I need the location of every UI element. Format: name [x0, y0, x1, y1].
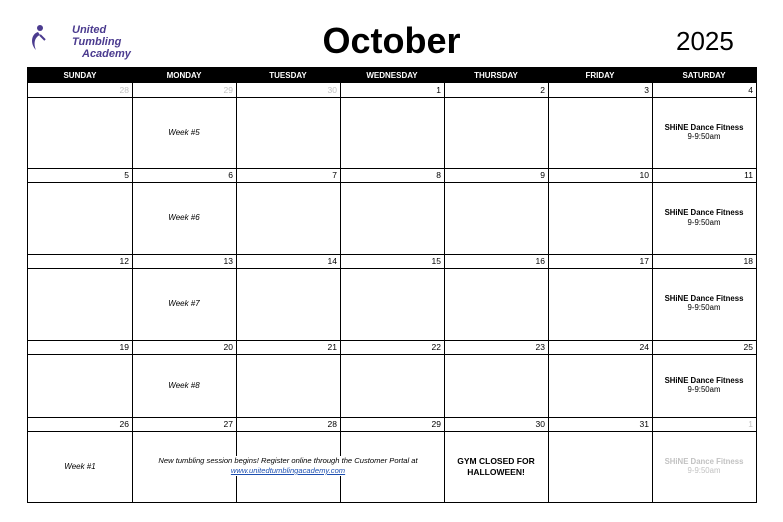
- day-number: 5: [124, 170, 129, 180]
- day-number: 7: [332, 170, 337, 180]
- weekday-monday: MONDAY: [166, 71, 202, 80]
- grid-column-line: [652, 83, 653, 502]
- calendar-grid: [27, 67, 757, 503]
- day-number: 30: [327, 85, 337, 95]
- event-shine-dance: [652, 123, 756, 142]
- logo-line-1: United Tumbling: [72, 24, 122, 48]
- day-number: 25: [743, 342, 753, 352]
- event-time: 9-9:50am: [687, 217, 721, 227]
- grid-row-line: [28, 268, 756, 269]
- grid-column-line: [236, 83, 237, 502]
- closed-line-2: HALLOWEEN!: [467, 467, 525, 477]
- day-number: 28: [327, 419, 337, 429]
- note-text: New tumbling session begins! Register online through the Customer Portal at: [158, 456, 418, 465]
- logo-line-2: Academy: [82, 48, 131, 60]
- grid-row-line: [28, 340, 756, 341]
- grid-row-line: [28, 254, 756, 255]
- day-number: 12: [119, 256, 129, 266]
- event-time: 9-9:50am: [687, 385, 721, 394]
- day-number: 23: [535, 342, 545, 352]
- day-number: 13: [223, 256, 233, 266]
- day-number: 19: [119, 342, 129, 352]
- event-title: SHiNE Dance Fitness: [664, 293, 744, 303]
- day-number: 20: [223, 342, 233, 352]
- day-number: 29: [223, 85, 233, 95]
- grid-row-line: [28, 182, 756, 183]
- day-number: 28: [119, 85, 129, 95]
- weekday-friday: FRIDAY: [585, 71, 615, 80]
- day-number: 22: [431, 342, 441, 352]
- day-number: 2: [540, 85, 545, 95]
- day-number: 3: [644, 85, 649, 95]
- weekday-sunday: SUNDAY: [63, 71, 97, 80]
- event-shine-dance: [652, 457, 756, 476]
- day-number: 21: [327, 342, 337, 352]
- grid-column-line: [548, 83, 549, 502]
- week-label: Week #5: [168, 127, 200, 137]
- weekday-wednesday: WEDNESDAY: [366, 71, 418, 80]
- day-number: 29: [431, 419, 441, 429]
- closed-line-1: GYM CLOSED FOR: [457, 456, 535, 466]
- weekday-tuesday: TUESDAY: [269, 71, 307, 80]
- day-number: 9: [540, 170, 545, 180]
- weekday-thursday: THURSDAY: [474, 71, 518, 80]
- event-title: SHiNE Dance Fitness: [664, 375, 744, 385]
- day-number: 8: [436, 170, 441, 180]
- day-number: 30: [535, 419, 545, 429]
- day-number: 31: [639, 419, 649, 429]
- grid-row-line: [28, 417, 756, 418]
- halloween-closed-notice: [444, 456, 548, 478]
- event-time: 9-9:50am: [687, 466, 721, 475]
- day-number: 4: [748, 85, 753, 95]
- grid-row-line: [28, 97, 756, 98]
- day-number: 18: [743, 256, 753, 266]
- day-number: 11: [744, 170, 753, 180]
- weekday-saturday: SATURDAY: [682, 71, 726, 80]
- year-title: 2025: [676, 26, 734, 56]
- week-label: Week #8: [168, 380, 200, 390]
- month-title: October: [322, 20, 461, 61]
- grid-row-line: [28, 431, 756, 432]
- day-number: 6: [228, 170, 233, 180]
- day-number: 17: [639, 256, 649, 266]
- session-note: [134, 456, 442, 476]
- day-number: 26: [119, 419, 129, 429]
- grid-column-line: [444, 83, 445, 502]
- week-label: Week #6: [168, 213, 200, 222]
- event-title: SHiNE Dance Fitness: [664, 208, 744, 217]
- grid-row-line: [28, 168, 756, 169]
- day-number: 14: [327, 256, 337, 266]
- event-title: SHiNE Dance Fitness: [664, 456, 744, 466]
- day-number: 1: [748, 419, 753, 429]
- weekday-header: [28, 68, 756, 83]
- week-label: Week #1: [64, 461, 96, 471]
- day-number: 24: [639, 342, 649, 352]
- grid-row-line: [28, 354, 756, 355]
- day-number: 27: [223, 419, 233, 429]
- event-shine-dance: [652, 208, 756, 227]
- grid-column-line: [340, 83, 341, 502]
- day-number: 15: [431, 256, 441, 266]
- day-number: 10: [639, 170, 649, 180]
- event-shine-dance: [652, 376, 756, 395]
- day-number: 16: [535, 256, 545, 266]
- event-time: 9-9:50am: [687, 303, 721, 312]
- event-time: 9-9:50am: [687, 132, 721, 141]
- week-label: Week #7: [168, 298, 200, 308]
- website-link[interactable]: www.unitedtumblingacademy.com: [230, 466, 346, 475]
- grid-column-line: [132, 83, 133, 502]
- event-title: SHiNE Dance Fitness: [664, 122, 744, 132]
- event-shine-dance: [652, 294, 756, 313]
- day-number: 1: [436, 85, 441, 95]
